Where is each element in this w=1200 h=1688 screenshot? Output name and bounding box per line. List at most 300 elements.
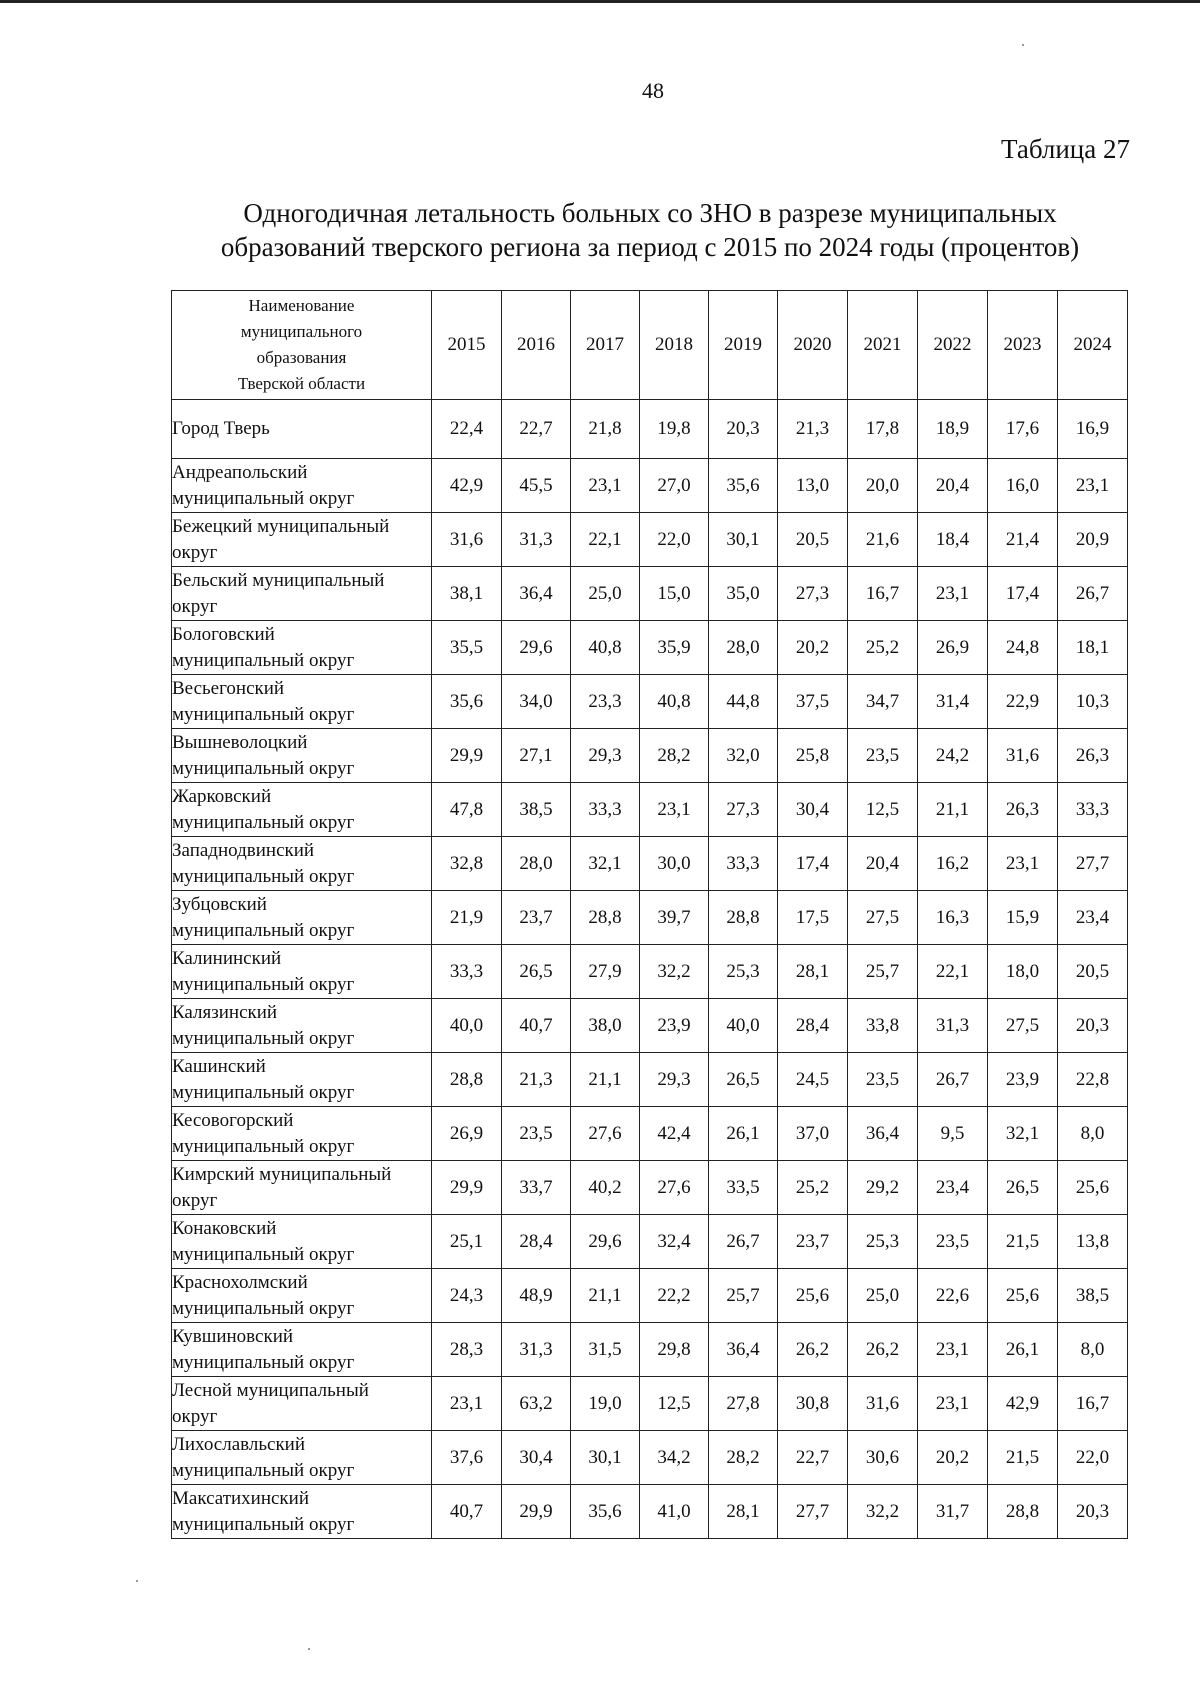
- value-cell: 23,1: [432, 1377, 502, 1431]
- value-cell: 42,4: [640, 1107, 709, 1161]
- value-cell: 23,7: [502, 891, 571, 945]
- value-cell: 33,3: [1058, 783, 1128, 837]
- column-header-year: 2021: [848, 291, 918, 400]
- value-cell: 23,9: [640, 999, 709, 1053]
- municipality-name-cell: [172, 999, 432, 1053]
- value-cell: 20,2: [778, 621, 848, 675]
- value-cell: 31,3: [502, 513, 571, 567]
- value-cell: 28,4: [502, 1215, 571, 1269]
- value-cell: 26,7: [918, 1053, 988, 1107]
- value-cell: 44,8: [709, 675, 778, 729]
- value-cell: 32,8: [432, 837, 502, 891]
- value-cell: 20,3: [709, 400, 778, 459]
- value-cell: 26,1: [988, 1323, 1058, 1377]
- municipality-name-cell: [172, 891, 432, 945]
- value-cell: 25,0: [848, 1269, 918, 1323]
- header-line: образования: [256, 348, 347, 367]
- value-cell: 31,3: [918, 999, 988, 1053]
- value-cell: 33,8: [848, 999, 918, 1053]
- value-cell: 13,0: [778, 459, 848, 513]
- table-row: [172, 1161, 1128, 1215]
- header-line: муниципального: [240, 322, 363, 341]
- municipality-name-line: Кимрский муниципальный: [172, 1163, 392, 1185]
- value-cell: 33,7: [502, 1161, 571, 1215]
- value-cell: 16,0: [988, 459, 1058, 513]
- value-cell: 29,6: [502, 621, 571, 675]
- value-cell: 35,6: [432, 675, 502, 729]
- value-cell: 22,1: [571, 513, 640, 567]
- value-cell: 24,8: [988, 621, 1058, 675]
- value-cell: 26,7: [1058, 567, 1128, 621]
- value-cell: 29,9: [432, 1161, 502, 1215]
- municipality-name-line: округ: [172, 1189, 218, 1211]
- value-cell: 21,8: [571, 400, 640, 459]
- value-cell: 32,4: [640, 1215, 709, 1269]
- column-header-year: 2018: [640, 291, 709, 400]
- page-number: 48: [642, 78, 664, 103]
- value-cell: 40,8: [571, 621, 640, 675]
- value-cell: 28,8: [432, 1053, 502, 1107]
- table-row: [172, 945, 1128, 999]
- value-cell: 28,0: [709, 621, 778, 675]
- value-cell: 26,3: [1058, 729, 1128, 783]
- value-cell: 27,6: [571, 1107, 640, 1161]
- column-header-year: 2023: [988, 291, 1058, 400]
- value-cell: 22,4: [432, 400, 502, 459]
- table-row: [172, 891, 1128, 945]
- scan-speck: [136, 1580, 138, 1582]
- column-header-year: 2020: [778, 291, 848, 400]
- value-cell: 38,5: [502, 783, 571, 837]
- value-cell: 32,2: [848, 1485, 918, 1539]
- value-cell: 36,4: [502, 567, 571, 621]
- value-cell: 29,9: [502, 1485, 571, 1539]
- column-header-municipality: [172, 291, 432, 400]
- value-cell: 40,8: [640, 675, 709, 729]
- value-cell: 23,9: [988, 1053, 1058, 1107]
- value-cell: 22,1: [918, 945, 988, 999]
- value-cell: 20,4: [918, 459, 988, 513]
- value-cell: 21,1: [571, 1053, 640, 1107]
- table-row: [172, 1215, 1128, 1269]
- value-cell: 28,2: [709, 1431, 778, 1485]
- value-cell: 24,2: [918, 729, 988, 783]
- value-cell: 41,0: [640, 1485, 709, 1539]
- municipality-name-line: Бологовский: [172, 623, 275, 645]
- municipality-name-line: муниципальный округ: [172, 811, 355, 833]
- municipality-name-line: муниципальный округ: [172, 1351, 355, 1373]
- value-cell: 23,1: [988, 837, 1058, 891]
- value-cell: 28,3: [432, 1323, 502, 1377]
- value-cell: 23,5: [502, 1107, 571, 1161]
- value-cell: 30,0: [640, 837, 709, 891]
- value-cell: 25,6: [778, 1269, 848, 1323]
- value-cell: 33,3: [709, 837, 778, 891]
- value-cell: 40,7: [432, 1485, 502, 1539]
- value-cell: 28,2: [640, 729, 709, 783]
- value-cell: 31,6: [848, 1377, 918, 1431]
- value-cell: 20,0: [848, 459, 918, 513]
- value-cell: 48,9: [502, 1269, 571, 1323]
- municipality-name-line: Вышневолоцкий: [172, 731, 308, 753]
- value-cell: 40,0: [709, 999, 778, 1053]
- municipality-name-line: округ: [172, 1405, 218, 1427]
- table-row: [172, 675, 1128, 729]
- value-cell: 25,3: [709, 945, 778, 999]
- value-cell: 22,6: [918, 1269, 988, 1323]
- municipality-name-line: Кувшиновский: [172, 1325, 294, 1347]
- value-cell: 37,0: [778, 1107, 848, 1161]
- table-label: Таблица 27: [1001, 134, 1130, 164]
- municipality-name-cell: [172, 837, 432, 891]
- value-cell: 22,0: [640, 513, 709, 567]
- value-cell: 18,9: [918, 400, 988, 459]
- value-cell: 20,5: [778, 513, 848, 567]
- value-cell: 27,9: [571, 945, 640, 999]
- value-cell: 63,2: [502, 1377, 571, 1431]
- value-cell: 42,9: [432, 459, 502, 513]
- value-cell: 28,0: [502, 837, 571, 891]
- value-cell: 18,1: [1058, 621, 1128, 675]
- value-cell: 21,1: [571, 1269, 640, 1323]
- value-cell: 26,2: [778, 1323, 848, 1377]
- table-row: [172, 1107, 1128, 1161]
- value-cell: 32,2: [640, 945, 709, 999]
- municipality-name-line: муниципальный округ: [172, 487, 355, 509]
- value-cell: 21,9: [432, 891, 502, 945]
- value-cell: 18,0: [988, 945, 1058, 999]
- municipality-name-cell: [172, 1215, 432, 1269]
- value-cell: 19,8: [640, 400, 709, 459]
- municipality-name-line: муниципальный округ: [172, 1243, 355, 1265]
- municipality-name-line: округ: [172, 595, 218, 617]
- header-line: Наименование: [248, 296, 355, 315]
- table-row: [172, 513, 1128, 567]
- municipality-name-line: округ: [172, 541, 218, 563]
- value-cell: 26,7: [709, 1215, 778, 1269]
- value-cell: 35,6: [571, 1485, 640, 1539]
- value-cell: 25,2: [848, 621, 918, 675]
- municipality-name-cell: [172, 1269, 432, 1323]
- value-cell: 15,0: [640, 567, 709, 621]
- table-row: [172, 621, 1128, 675]
- value-cell: 32,1: [988, 1107, 1058, 1161]
- municipality-name-line: Андреапольский: [172, 461, 308, 483]
- value-cell: 17,5: [778, 891, 848, 945]
- table-row: [172, 1377, 1128, 1431]
- value-cell: 21,5: [988, 1215, 1058, 1269]
- value-cell: 23,3: [571, 675, 640, 729]
- table-row: [172, 837, 1128, 891]
- municipality-name-line: Калининский: [172, 947, 282, 969]
- value-cell: 33,5: [709, 1161, 778, 1215]
- table-header-row: [172, 291, 1128, 400]
- municipality-name-cell: [172, 1485, 432, 1539]
- municipality-name-cell: [172, 1377, 432, 1431]
- value-cell: 21,3: [502, 1053, 571, 1107]
- value-cell: 23,1: [918, 1323, 988, 1377]
- column-header-year: 2022: [918, 291, 988, 400]
- value-cell: 29,6: [571, 1215, 640, 1269]
- value-cell: 23,1: [640, 783, 709, 837]
- value-cell: 29,2: [848, 1161, 918, 1215]
- value-cell: 21,3: [778, 400, 848, 459]
- municipality-name-line: Краснохолмский: [172, 1271, 308, 1293]
- value-cell: 31,6: [432, 513, 502, 567]
- municipality-name-line: муниципальный округ: [172, 1135, 355, 1157]
- value-cell: 31,3: [502, 1323, 571, 1377]
- lethality-table: [171, 290, 1128, 1539]
- value-cell: 22,7: [502, 400, 571, 459]
- table-row: [172, 400, 1128, 459]
- municipality-name-line: Лесной муниципальный: [172, 1379, 369, 1401]
- scan-speck: [1022, 44, 1024, 46]
- table-title-line: Одногодичная летальность больных со ЗНО в разрезе муниципальных: [243, 198, 1057, 228]
- value-cell: 23,1: [918, 567, 988, 621]
- value-cell: 26,5: [709, 1053, 778, 1107]
- value-cell: 38,1: [432, 567, 502, 621]
- value-cell: 28,1: [709, 1485, 778, 1539]
- scan-speck: [308, 1648, 310, 1650]
- value-cell: 34,0: [502, 675, 571, 729]
- value-cell: 27,6: [640, 1161, 709, 1215]
- header-line: Тверской области: [237, 374, 366, 393]
- column-header-year: 2016: [502, 291, 571, 400]
- value-cell: 21,4: [988, 513, 1058, 567]
- value-cell: 26,9: [432, 1107, 502, 1161]
- municipality-name-line: Бельский муниципальный: [172, 569, 385, 591]
- value-cell: 19,0: [571, 1377, 640, 1431]
- value-cell: 31,6: [988, 729, 1058, 783]
- value-cell: 17,6: [988, 400, 1058, 459]
- value-cell: 18,4: [918, 513, 988, 567]
- value-cell: 22,2: [640, 1269, 709, 1323]
- municipality-name-line: муниципальный округ: [172, 919, 355, 941]
- value-cell: 22,7: [778, 1431, 848, 1485]
- value-cell: 23,4: [1058, 891, 1128, 945]
- value-cell: 22,9: [988, 675, 1058, 729]
- municipality-name-cell: [172, 675, 432, 729]
- municipality-name-line: Зубцовский: [172, 893, 267, 915]
- value-cell: 28,8: [988, 1485, 1058, 1539]
- value-cell: 30,1: [571, 1431, 640, 1485]
- value-cell: 21,5: [988, 1431, 1058, 1485]
- value-cell: 31,7: [918, 1485, 988, 1539]
- municipality-name-cell: [172, 1323, 432, 1377]
- page-top-edge: [0, 0, 1200, 3]
- municipality-name-line: Кесовогорский: [172, 1109, 294, 1131]
- value-cell: 40,0: [432, 999, 502, 1053]
- value-cell: 26,1: [709, 1107, 778, 1161]
- table-row: [172, 1323, 1128, 1377]
- table-row: [172, 999, 1128, 1053]
- value-cell: 33,3: [571, 783, 640, 837]
- table-row: [172, 1431, 1128, 1485]
- value-cell: 16,7: [848, 567, 918, 621]
- value-cell: 28,4: [778, 999, 848, 1053]
- value-cell: 20,4: [848, 837, 918, 891]
- column-header-year: 2017: [571, 291, 640, 400]
- value-cell: 42,9: [988, 1377, 1058, 1431]
- value-cell: 16,9: [1058, 400, 1128, 459]
- municipality-name-line: муниципальный округ: [172, 1459, 355, 1481]
- municipality-name-cell: [172, 783, 432, 837]
- value-cell: 27,8: [709, 1377, 778, 1431]
- table-row: [172, 1053, 1128, 1107]
- table-row: [172, 729, 1128, 783]
- value-cell: 30,4: [778, 783, 848, 837]
- value-cell: 35,0: [709, 567, 778, 621]
- municipality-name-line: Кашинский: [172, 1055, 266, 1077]
- municipality-name-line: муниципальный округ: [172, 973, 355, 995]
- value-cell: 8,0: [1058, 1107, 1128, 1161]
- value-cell: 33,3: [432, 945, 502, 999]
- value-cell: 21,1: [918, 783, 988, 837]
- value-cell: 32,1: [571, 837, 640, 891]
- table-row: [172, 459, 1128, 513]
- value-cell: 37,5: [778, 675, 848, 729]
- value-cell: 20,5: [1058, 945, 1128, 999]
- table-row: [172, 567, 1128, 621]
- value-cell: 12,5: [640, 1377, 709, 1431]
- value-cell: 20,3: [1058, 999, 1128, 1053]
- value-cell: 13,8: [1058, 1215, 1128, 1269]
- value-cell: 20,2: [918, 1431, 988, 1485]
- municipality-name-cell: [172, 567, 432, 621]
- municipality-name-line: Калязинский: [172, 1001, 278, 1023]
- value-cell: 12,5: [848, 783, 918, 837]
- municipality-name-cell: [172, 621, 432, 675]
- municipality-name-line: Бежецкий муниципальный: [172, 515, 390, 537]
- value-cell: 22,0: [1058, 1431, 1128, 1485]
- value-cell: 16,7: [1058, 1377, 1128, 1431]
- municipality-name-cell: [172, 1053, 432, 1107]
- value-cell: 30,8: [778, 1377, 848, 1431]
- value-cell: 27,3: [778, 567, 848, 621]
- value-cell: 23,7: [778, 1215, 848, 1269]
- value-cell: 9,5: [918, 1107, 988, 1161]
- value-cell: 47,8: [432, 783, 502, 837]
- value-cell: 8,0: [1058, 1323, 1128, 1377]
- value-cell: 24,3: [432, 1269, 502, 1323]
- value-cell: 35,6: [709, 459, 778, 513]
- value-cell: 15,9: [988, 891, 1058, 945]
- table-row: [172, 1269, 1128, 1323]
- column-header-year: 2019: [709, 291, 778, 400]
- value-cell: 17,4: [778, 837, 848, 891]
- value-cell: 31,5: [571, 1323, 640, 1377]
- municipality-name-line: Весьегонский: [172, 677, 285, 699]
- municipality-name-cell: [172, 945, 432, 999]
- value-cell: 35,9: [640, 621, 709, 675]
- value-cell: 25,0: [571, 567, 640, 621]
- municipality-name-line: муниципальный округ: [172, 1081, 355, 1103]
- value-cell: 31,4: [918, 675, 988, 729]
- value-cell: 37,6: [432, 1431, 502, 1485]
- value-cell: 23,5: [848, 1053, 918, 1107]
- value-cell: 17,8: [848, 400, 918, 459]
- value-cell: 29,3: [640, 1053, 709, 1107]
- value-cell: 40,7: [502, 999, 571, 1053]
- value-cell: 27,5: [848, 891, 918, 945]
- value-cell: 35,5: [432, 621, 502, 675]
- column-header-year: 2015: [432, 291, 502, 400]
- value-cell: 30,6: [848, 1431, 918, 1485]
- value-cell: 26,3: [988, 783, 1058, 837]
- value-cell: 30,1: [709, 513, 778, 567]
- value-cell: 32,0: [709, 729, 778, 783]
- value-cell: 23,1: [571, 459, 640, 513]
- value-cell: 27,7: [778, 1485, 848, 1539]
- value-cell: 26,5: [502, 945, 571, 999]
- value-cell: 34,7: [848, 675, 918, 729]
- value-cell: 25,7: [709, 1269, 778, 1323]
- value-cell: 25,2: [778, 1161, 848, 1215]
- value-cell: 25,8: [778, 729, 848, 783]
- municipality-name-cell: [172, 1431, 432, 1485]
- value-cell: 29,3: [571, 729, 640, 783]
- municipality-name-cell: [172, 513, 432, 567]
- value-cell: 25,1: [432, 1215, 502, 1269]
- value-cell: 21,6: [848, 513, 918, 567]
- municipality-name-line: Город Тверь: [172, 418, 270, 439]
- value-cell: 36,4: [709, 1323, 778, 1377]
- value-cell: 23,1: [918, 1377, 988, 1431]
- value-cell: 30,4: [502, 1431, 571, 1485]
- municipality-name-line: муниципальный округ: [172, 649, 355, 671]
- municipality-name-line: Западнодвинский: [172, 839, 315, 861]
- municipality-name-line: Конаковский: [172, 1217, 277, 1239]
- municipality-name-line: муниципальный округ: [172, 1027, 355, 1049]
- value-cell: 26,5: [988, 1161, 1058, 1215]
- column-header-year: 2024: [1058, 291, 1128, 400]
- value-cell: 16,2: [918, 837, 988, 891]
- value-cell: 26,2: [848, 1323, 918, 1377]
- value-cell: 20,3: [1058, 1485, 1128, 1539]
- value-cell: 45,5: [502, 459, 571, 513]
- value-cell: 38,5: [1058, 1269, 1128, 1323]
- value-cell: 34,2: [640, 1431, 709, 1485]
- table-title-line: образований тверского региона за период с 2015 по 2024 годы (процентов): [220, 232, 1080, 262]
- value-cell: 24,5: [778, 1053, 848, 1107]
- municipality-name-line: муниципальный округ: [172, 703, 355, 725]
- value-cell: 22,8: [1058, 1053, 1128, 1107]
- value-cell: 17,4: [988, 567, 1058, 621]
- municipality-name-line: Лихославльский: [172, 1433, 306, 1455]
- value-cell: 27,1: [502, 729, 571, 783]
- municipality-name-line: муниципальный округ: [172, 1513, 355, 1535]
- value-cell: 16,3: [918, 891, 988, 945]
- value-cell: 27,0: [640, 459, 709, 513]
- value-cell: 27,7: [1058, 837, 1128, 891]
- value-cell: 23,5: [918, 1215, 988, 1269]
- value-cell: 28,1: [778, 945, 848, 999]
- value-cell: 25,3: [848, 1215, 918, 1269]
- value-cell: 23,1: [1058, 459, 1128, 513]
- value-cell: 25,7: [848, 945, 918, 999]
- value-cell: 25,6: [1058, 1161, 1128, 1215]
- municipality-name-cell: [172, 729, 432, 783]
- value-cell: 28,8: [709, 891, 778, 945]
- value-cell: 23,4: [918, 1161, 988, 1215]
- value-cell: 10,3: [1058, 675, 1128, 729]
- municipality-name-cell: [172, 1107, 432, 1161]
- municipality-name-line: муниципальный округ: [172, 757, 355, 779]
- value-cell: 27,3: [709, 783, 778, 837]
- municipality-name-cell: [172, 1161, 432, 1215]
- value-cell: 20,9: [1058, 513, 1128, 567]
- table-body: [172, 400, 1128, 1539]
